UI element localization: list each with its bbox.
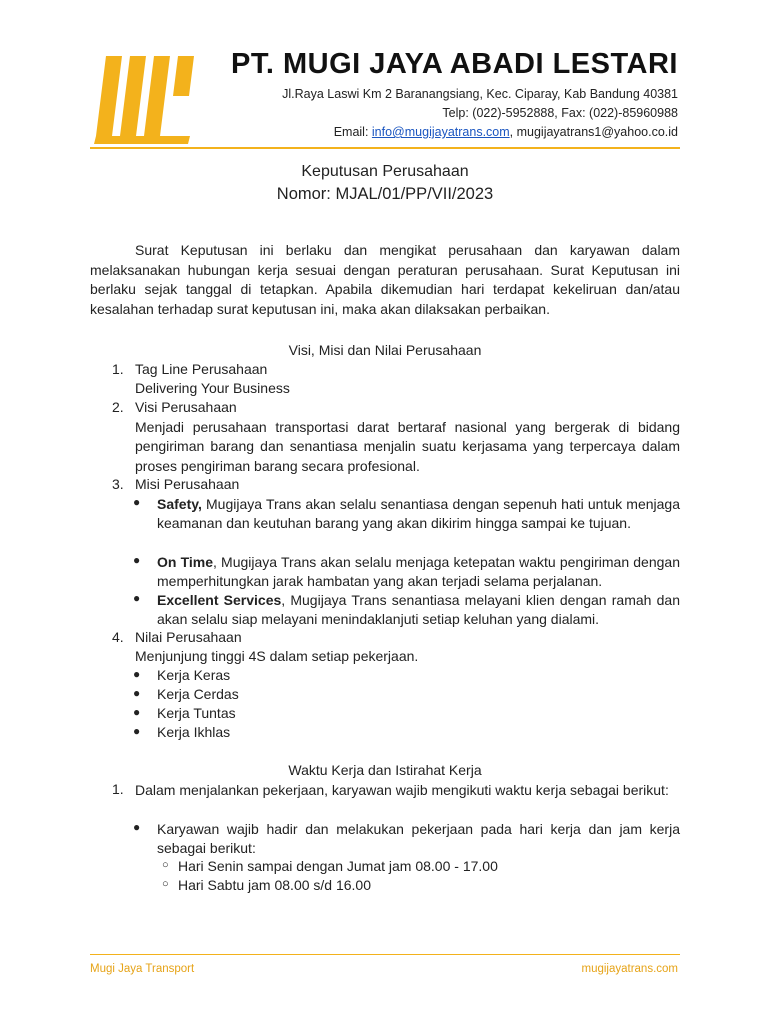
misi-ontime-label: On Time — [157, 554, 214, 570]
list-number: 2. — [112, 399, 124, 415]
misi-ontime-text: , Mugijaya Trans akan selalu menjaga ketepatan waktu pengiriman dengan memperhitungkan jarak hambatan yang akan terjadi selama perjalanan. — [157, 554, 680, 590]
company-logo — [94, 52, 206, 148]
bullet-icon: ● — [133, 705, 141, 719]
intro-paragraph: Surat Keputusan ini berlaku dan mengikat perusahaan dan karyawan dalam melaksanakan hubungan kerja sesuai dengan peraturan perusahaan. Surat Keputusan ini berlaku sejak tanggal di tetapkan. Apabila dikemudian hari terdapat kekeliruan dan/atau kesalahan terhadap surat keputusan ini, maka akan dilaksakan perbaikan. — [90, 242, 680, 317]
list-number: 1. — [112, 361, 124, 377]
footer-divider — [90, 954, 680, 955]
company-email — [208, 125, 678, 139]
value-item: Kerja Keras — [157, 667, 231, 683]
bullet-icon: ● — [133, 820, 141, 834]
misi-excellent-label: Excellent Services — [157, 592, 282, 608]
document-number: Nomor: MJAL/01/PP/VII/2023 — [276, 185, 494, 203]
list-number: 3. — [112, 476, 124, 492]
nilai-text: Menjunjung tinggi 4S dalam setiap pekerjaan. — [135, 648, 419, 664]
circle-bullet-icon: ○ — [162, 859, 169, 871]
schedule-weekday: Hari Senin sampai dengan Jumat jam 08.00 - 17.00 — [178, 858, 498, 874]
misi-safety-text: Mugijaya Trans akan selalu senantiasa dengan sepenuh hati untuk menjaga keamanan dan keutuhan barang yang akan dikirim hingga sampai ke tujuan. — [157, 496, 680, 532]
document-title: Keputusan Perusahaan — [301, 163, 469, 180]
bullet-icon: ● — [133, 667, 141, 681]
company-phone: Telp: (022)-5952888, Fax: (022)-85960988 — [442, 106, 678, 120]
section-heading-visi: Visi, Misi dan Nilai Perusahaan — [288, 342, 482, 358]
value-item: Kerja Tuntas — [157, 705, 236, 721]
value-item: Kerja Cerdas — [157, 686, 239, 702]
misi-safety — [157, 495, 680, 534]
bullet-icon: ● — [133, 495, 141, 509]
value-item: Kerja Ikhlas — [157, 724, 231, 740]
email-secondary: , mugijayatrans1@yahoo.co.id — [509, 125, 678, 139]
tagline-title: Tag Line Perusahaan — [135, 361, 268, 377]
visi-title: Visi Perusahaan — [135, 399, 237, 415]
bullet-icon: ● — [133, 553, 141, 567]
misi-title: Misi Perusahaan — [135, 476, 240, 492]
list-number: 1. — [112, 781, 124, 797]
misi-ontime — [157, 553, 680, 592]
circle-bullet-icon: ○ — [162, 878, 169, 890]
bullet-icon: ● — [133, 591, 141, 605]
misi-excellent-text: , Mugijaya Trans senantiasa melayani klien dengan ramah dan akan selalu siap melayani menindaklanjuti setiap keluhan yang dialami. — [157, 592, 680, 628]
list-number: 4. — [112, 629, 124, 645]
tagline-text: Delivering Your Business — [135, 380, 290, 396]
bullet-icon: ● — [133, 686, 141, 700]
schedule-saturday: Hari Sabtu jam 08.00 s/d 16.00 — [178, 877, 372, 893]
nilai-title: Nilai Perusahaan — [135, 629, 242, 645]
footer-company: Mugi Jaya Transport — [90, 963, 195, 975]
email-label: Email: — [333, 125, 372, 139]
email-link[interactable]: info@mugijayatrans.com — [371, 125, 510, 139]
waktu-bullet: Karyawan wajib hadir dan melakukan pekerjaan pada hari kerja dan jam kerja sebagai berikut: — [157, 821, 680, 857]
company-name: PT. MUGI JAYA ABADI LESTARI — [231, 48, 678, 80]
section-heading-waktu: Waktu Kerja dan Istirahat Kerja — [288, 762, 482, 778]
header-divider — [90, 147, 680, 149]
visi-text: Menjadi perusahaan transportasi darat bertaraf nasional yang bergerak di bidang pengiriman barang dan senantiasa menjalin suatu kerjasama yang terpercaya dalam proses pengiriman barang secara profesional. — [135, 419, 680, 474]
misi-excellent — [157, 591, 680, 630]
company-address: Jl.Raya Laswi Km 2 Baranangsiang, Kec. Ciparay, Kab Bandung 40381 — [282, 87, 678, 101]
misi-safety-label: Safety, — [157, 496, 202, 512]
bullet-icon: ● — [133, 724, 141, 738]
waktu-intro: Dalam menjalankan pekerjaan, karyawan wajib mengikuti waktu kerja sebagai berikut: — [135, 782, 669, 798]
footer-website[interactable]: mugijayatrans.com — [581, 963, 678, 975]
